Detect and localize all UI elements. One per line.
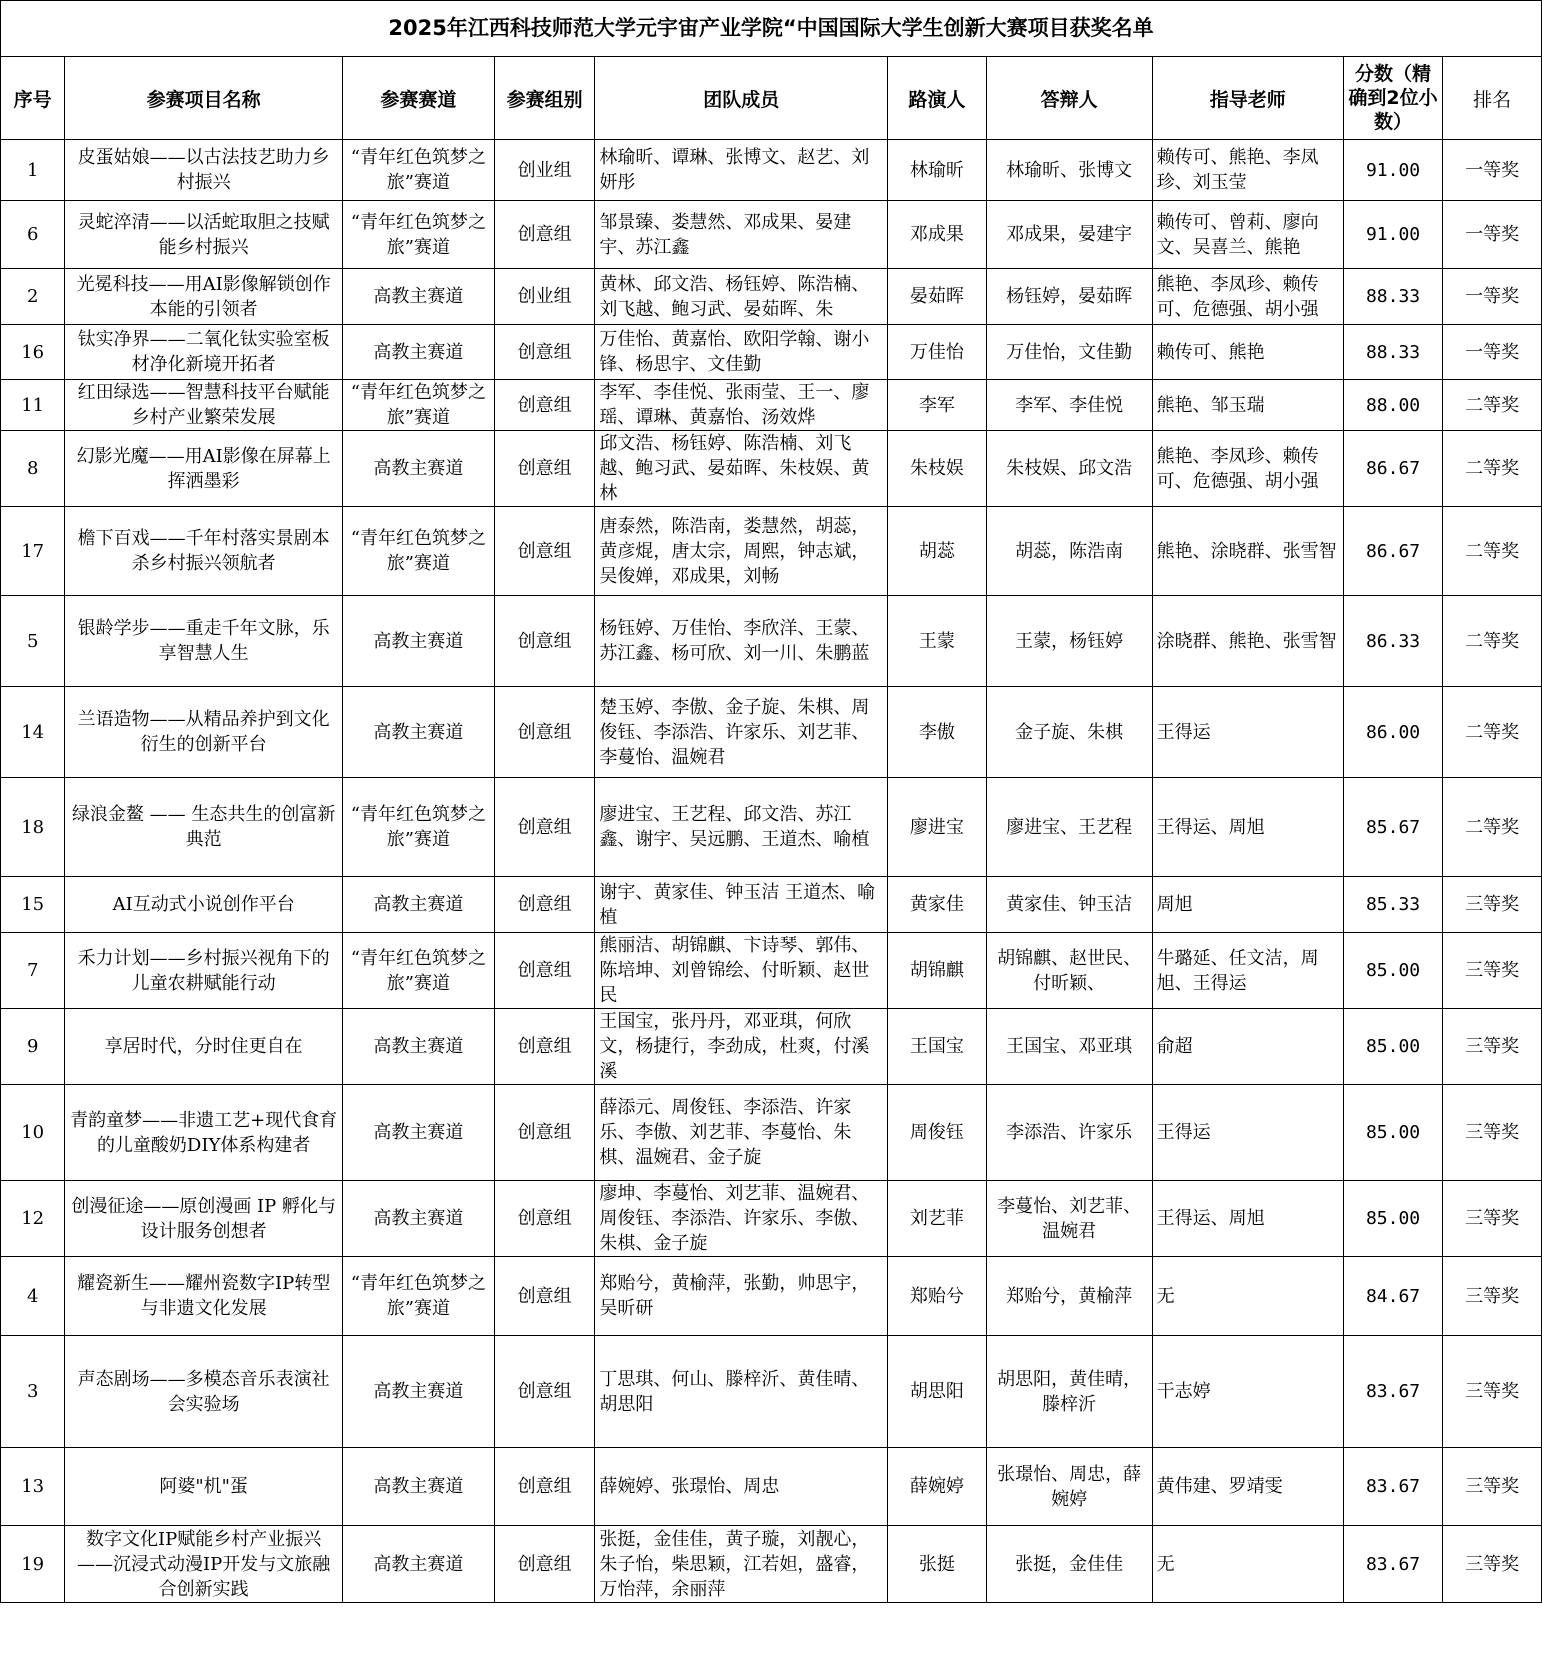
header-row bbox=[1, 57, 1542, 140]
cell-track: 高教主赛道 bbox=[342, 325, 494, 380]
table-row bbox=[1, 269, 1542, 325]
cell-group: 创意组 bbox=[494, 1181, 595, 1257]
cell-project: 青韵童梦——非遗工艺+现代食育的儿童酸奶DIY体系构建者 bbox=[65, 1085, 343, 1181]
cell-advisor: 赖传可、熊艳、李凤珍、刘玉莹 bbox=[1152, 140, 1343, 201]
cell-defender: 邓成果，晏建宇 bbox=[986, 201, 1152, 269]
cell-presenter: 廖进宝 bbox=[888, 778, 987, 877]
cell-project: 阿婆"机"蛋 bbox=[65, 1448, 343, 1526]
cell-rank: 三等奖 bbox=[1443, 1526, 1542, 1603]
table-row bbox=[1, 201, 1542, 269]
table-row bbox=[1, 140, 1542, 201]
cell-group: 创意组 bbox=[494, 687, 595, 778]
cell-no: 1 bbox=[1, 140, 65, 201]
cell-project: 兰语造物——从精品养护到文化衍生的创新平台 bbox=[65, 687, 343, 778]
cell-members: 廖进宝、王艺程、邱文浩、苏江鑫、谢宇、吴远鹏、王道杰、喻植 bbox=[595, 778, 888, 877]
cell-track: 高教主赛道 bbox=[342, 1336, 494, 1448]
cell-no: 11 bbox=[1, 380, 65, 431]
cell-group: 创意组 bbox=[494, 596, 595, 687]
cell-score: 86.67 bbox=[1343, 431, 1443, 507]
cell-no: 17 bbox=[1, 507, 65, 596]
cell-group: 创意组 bbox=[494, 933, 595, 1009]
table-row bbox=[1, 1257, 1542, 1336]
cell-no: 2 bbox=[1, 269, 65, 325]
table-row bbox=[1, 325, 1542, 380]
cell-rank: 三等奖 bbox=[1443, 933, 1542, 1009]
cell-defender: 李添浩、许家乐 bbox=[986, 1085, 1152, 1181]
table-row bbox=[1, 687, 1542, 778]
cell-track: 高教主赛道 bbox=[342, 596, 494, 687]
cell-group: 创意组 bbox=[494, 201, 595, 269]
cell-score: 85.33 bbox=[1343, 877, 1443, 933]
cell-project: 禾力计划——乡村振兴视角下的儿童农耕赋能行动 bbox=[65, 933, 343, 1009]
cell-members: 唐泰然，陈浩南，娄慧然，胡蕊，黄彦焜，唐太宗，周熙，钟志斌，吴俊婵，邓成果，刘畅 bbox=[595, 507, 888, 596]
cell-score: 88.00 bbox=[1343, 380, 1443, 431]
cell-group: 创意组 bbox=[494, 1336, 595, 1448]
cell-group: 创意组 bbox=[494, 1448, 595, 1526]
cell-defender: 胡蕊，陈浩南 bbox=[986, 507, 1152, 596]
cell-advisor: 牛璐延、任文洁，周旭、王得运 bbox=[1152, 933, 1343, 1009]
cell-track: “青年红色筑梦之旅”赛道 bbox=[342, 380, 494, 431]
cell-project: 享居时代，分时住更自在 bbox=[65, 1009, 343, 1085]
cell-no: 8 bbox=[1, 431, 65, 507]
cell-project: 银龄学步——重走千年文脉，乐享智慧人生 bbox=[65, 596, 343, 687]
cell-presenter: 万佳怡 bbox=[888, 325, 987, 380]
cell-project: 绿浪金鳌 —— 生态共生的创富新典范 bbox=[65, 778, 343, 877]
cell-members: 杨钰婷、万佳怡、李欣洋、王蒙、苏江鑫、杨可欣、刘一川、朱鹏蓝 bbox=[595, 596, 888, 687]
cell-presenter: 胡锦麒 bbox=[888, 933, 987, 1009]
cell-track: “青年红色筑梦之旅”赛道 bbox=[342, 201, 494, 269]
cell-members: 廖坤、李蔓怡、刘艺菲、温婉君、周俊钰、李添浩、许家乐、李傲、朱棋、金子旋 bbox=[595, 1181, 888, 1257]
cell-defender: 黄家佳、钟玉洁 bbox=[986, 877, 1152, 933]
cell-group: 创意组 bbox=[494, 380, 595, 431]
cell-group: 创意组 bbox=[494, 1085, 595, 1181]
cell-advisor: 熊艳、邹玉瑞 bbox=[1152, 380, 1343, 431]
header-group: 参赛组别 bbox=[494, 57, 595, 140]
cell-project: 光冕科技——用AI影像解锁创作本能的引领者 bbox=[65, 269, 343, 325]
cell-advisor: 熊艳、李凤珍、赖传可、危德强、胡小强 bbox=[1152, 431, 1343, 507]
cell-project: AI互动式小说创作平台 bbox=[65, 877, 343, 933]
cell-members: 王国宝，张丹丹，邓亚琪，何欣文，杨捷行，李劲成，杜爽，付溪溪 bbox=[595, 1009, 888, 1085]
cell-members: 邹景臻、娄慧然、邓成果、晏建宇、苏江鑫 bbox=[595, 201, 888, 269]
cell-rank: 二等奖 bbox=[1443, 380, 1542, 431]
cell-members: 薛添元、周俊钰、李添浩、许家乐、李傲、刘艺菲、李蔓怡、朱棋、温婉君、金子旋 bbox=[595, 1085, 888, 1181]
table-row bbox=[1, 507, 1542, 596]
cell-presenter: 晏茹晖 bbox=[888, 269, 987, 325]
cell-members: 李军、李佳悦、张雨莹、王一、廖瑶、谭琳、黄嘉怡、汤效烨 bbox=[595, 380, 888, 431]
cell-score: 85.00 bbox=[1343, 1085, 1443, 1181]
cell-rank: 二等奖 bbox=[1443, 778, 1542, 877]
cell-score: 88.33 bbox=[1343, 325, 1443, 380]
cell-no: 7 bbox=[1, 933, 65, 1009]
cell-defender: 王蒙，杨钰婷 bbox=[986, 596, 1152, 687]
table-row bbox=[1, 1009, 1542, 1085]
cell-track: 高教主赛道 bbox=[342, 1181, 494, 1257]
cell-advisor: 王得运、周旭 bbox=[1152, 778, 1343, 877]
cell-no: 18 bbox=[1, 778, 65, 877]
cell-defender: 胡锦麒、赵世民、付昕颖、 bbox=[986, 933, 1152, 1009]
cell-score: 86.00 bbox=[1343, 687, 1443, 778]
cell-no: 3 bbox=[1, 1336, 65, 1448]
cell-track: 高教主赛道 bbox=[342, 1085, 494, 1181]
cell-advisor: 俞超 bbox=[1152, 1009, 1343, 1085]
cell-no: 12 bbox=[1, 1181, 65, 1257]
cell-project: 创漫征途——原创漫画 IP 孵化与设计服务创想者 bbox=[65, 1181, 343, 1257]
cell-rank: 一等奖 bbox=[1443, 201, 1542, 269]
table-title: 2025年江西科技师范大学元宇宙产业学院“中国国际大学生创新大赛项目获奖名单 bbox=[1, 1, 1542, 57]
cell-track: 高教主赛道 bbox=[342, 877, 494, 933]
table-row bbox=[1, 1085, 1542, 1181]
table-row bbox=[1, 1448, 1542, 1526]
cell-no: 4 bbox=[1, 1257, 65, 1336]
header-no: 序号 bbox=[1, 57, 65, 140]
cell-rank: 二等奖 bbox=[1443, 507, 1542, 596]
cell-rank: 三等奖 bbox=[1443, 1085, 1542, 1181]
cell-members: 熊丽洁、胡锦麒、卞诗琴、郭伟、陈培坤、刘曾锦绘、付昕颖、赵世民 bbox=[595, 933, 888, 1009]
table-row bbox=[1, 877, 1542, 933]
cell-rank: 三等奖 bbox=[1443, 1336, 1542, 1448]
cell-presenter: 周俊钰 bbox=[888, 1085, 987, 1181]
cell-group: 创意组 bbox=[494, 1526, 595, 1603]
header-presenter: 路演人 bbox=[888, 57, 987, 140]
cell-project: 幻影光魔——用AI影像在屏幕上挥洒墨彩 bbox=[65, 431, 343, 507]
cell-rank: 二等奖 bbox=[1443, 687, 1542, 778]
cell-track: 高教主赛道 bbox=[342, 687, 494, 778]
cell-rank: 一等奖 bbox=[1443, 269, 1542, 325]
table-row bbox=[1, 778, 1542, 877]
cell-defender: 李军、李佳悦 bbox=[986, 380, 1152, 431]
cell-track: “青年红色筑梦之旅”赛道 bbox=[342, 507, 494, 596]
cell-project: 红田绿选——智慧科技平台赋能乡村产业繁荣发展 bbox=[65, 380, 343, 431]
cell-presenter: 黄家佳 bbox=[888, 877, 987, 933]
cell-defender: 林瑜昕、张博文 bbox=[986, 140, 1152, 201]
table-row bbox=[1, 380, 1542, 431]
cell-defender: 金子旋、朱棋 bbox=[986, 687, 1152, 778]
cell-defender: 万佳怡，文佳勤 bbox=[986, 325, 1152, 380]
cell-score: 85.00 bbox=[1343, 1181, 1443, 1257]
cell-defender: 郑贻兮，黄榆萍 bbox=[986, 1257, 1152, 1336]
table-row bbox=[1, 596, 1542, 687]
cell-advisor: 无 bbox=[1152, 1526, 1343, 1603]
cell-no: 13 bbox=[1, 1448, 65, 1526]
header-project: 参赛项目名称 bbox=[65, 57, 343, 140]
cell-project: 声态剧场——多模态音乐表演社会实验场 bbox=[65, 1336, 343, 1448]
cell-presenter: 李军 bbox=[888, 380, 987, 431]
cell-project: 耀瓷新生——耀州瓷数字IP转型与非遗文化发展 bbox=[65, 1257, 343, 1336]
cell-track: 高教主赛道 bbox=[342, 1448, 494, 1526]
cell-group: 创意组 bbox=[494, 1009, 595, 1085]
cell-rank: 二等奖 bbox=[1443, 431, 1542, 507]
cell-members: 张挺，金佳佳，黄子璇，刘靓心，朱子怡，柴思颖，江若妲，盛睿，万怡萍，余丽萍 bbox=[595, 1526, 888, 1603]
cell-score: 84.67 bbox=[1343, 1257, 1443, 1336]
cell-rank: 一等奖 bbox=[1443, 325, 1542, 380]
table-body bbox=[1, 140, 1542, 1603]
header-members: 团队成员 bbox=[595, 57, 888, 140]
cell-group: 创意组 bbox=[494, 1257, 595, 1336]
cell-advisor: 干志婷 bbox=[1152, 1336, 1343, 1448]
cell-score: 86.67 bbox=[1343, 507, 1443, 596]
cell-score: 85.00 bbox=[1343, 1009, 1443, 1085]
cell-rank: 一等奖 bbox=[1443, 140, 1542, 201]
cell-presenter: 王蒙 bbox=[888, 596, 987, 687]
cell-group: 创意组 bbox=[494, 877, 595, 933]
cell-track: 高教主赛道 bbox=[342, 1009, 494, 1085]
header-track: 参赛赛道 bbox=[342, 57, 494, 140]
cell-project: 灵蛇淬清——以活蛇取胆之技赋能乡村振兴 bbox=[65, 201, 343, 269]
cell-no: 15 bbox=[1, 877, 65, 933]
cell-defender: 廖进宝、王艺程 bbox=[986, 778, 1152, 877]
cell-presenter: 张挺 bbox=[888, 1526, 987, 1603]
cell-track: “青年红色筑梦之旅”赛道 bbox=[342, 1257, 494, 1336]
cell-score: 86.33 bbox=[1343, 596, 1443, 687]
cell-members: 楚玉婷、李傲、金子旋、朱棋、周俊钰、李添浩、许家乐、刘艺菲、李蔓怡、温婉君 bbox=[595, 687, 888, 778]
cell-members: 谢宇、黄家佳、钟玉洁 王道杰、喻植 bbox=[595, 877, 888, 933]
cell-group: 创业组 bbox=[494, 269, 595, 325]
cell-track: 高教主赛道 bbox=[342, 431, 494, 507]
cell-no: 6 bbox=[1, 201, 65, 269]
cell-track: 高教主赛道 bbox=[342, 1526, 494, 1603]
cell-no: 14 bbox=[1, 687, 65, 778]
cell-advisor: 黄伟建、罗靖雯 bbox=[1152, 1448, 1343, 1526]
cell-presenter: 朱枝娱 bbox=[888, 431, 987, 507]
table-row bbox=[1, 1336, 1542, 1448]
cell-members: 黄林、邱文浩、杨钰婷、陈浩楠、刘飞越、鲍习武、晏茹晖、朱 bbox=[595, 269, 888, 325]
table-row bbox=[1, 1181, 1542, 1257]
cell-project: 数字文化IP赋能乡村产业振兴——沉浸式动漫IP开发与文旅融合创新实践 bbox=[65, 1526, 343, 1603]
cell-no: 9 bbox=[1, 1009, 65, 1085]
cell-members: 郑贻兮，黄榆萍，张勤，帅思宇，吴昕研 bbox=[595, 1257, 888, 1336]
cell-advisor: 王得运、周旭 bbox=[1152, 1181, 1343, 1257]
cell-advisor: 王得运 bbox=[1152, 687, 1343, 778]
cell-defender: 杨钰婷，晏茹晖 bbox=[986, 269, 1152, 325]
cell-defender: 朱枝娱、邱文浩 bbox=[986, 431, 1152, 507]
cell-no: 19 bbox=[1, 1526, 65, 1603]
cell-no: 5 bbox=[1, 596, 65, 687]
cell-track: 高教主赛道 bbox=[342, 269, 494, 325]
cell-presenter: 薛婉婷 bbox=[888, 1448, 987, 1526]
cell-defender: 李蔓怡、刘艺菲、温婉君 bbox=[986, 1181, 1152, 1257]
header-defender: 答辩人 bbox=[986, 57, 1152, 140]
header-rank: 排名 bbox=[1443, 57, 1542, 140]
cell-presenter: 邓成果 bbox=[888, 201, 987, 269]
cell-group: 创意组 bbox=[494, 778, 595, 877]
cell-group: 创业组 bbox=[494, 140, 595, 201]
cell-score: 83.67 bbox=[1343, 1526, 1443, 1603]
cell-advisor: 赖传可、熊艳 bbox=[1152, 325, 1343, 380]
cell-members: 薛婉婷、张璟怡、周忠 bbox=[595, 1448, 888, 1526]
cell-group: 创意组 bbox=[494, 325, 595, 380]
cell-score: 91.00 bbox=[1343, 140, 1443, 201]
cell-rank: 三等奖 bbox=[1443, 1181, 1542, 1257]
cell-advisor: 无 bbox=[1152, 1257, 1343, 1336]
table-row bbox=[1, 933, 1542, 1009]
cell-defender: 张挺，金佳佳 bbox=[986, 1526, 1152, 1603]
table-row bbox=[1, 1526, 1542, 1603]
cell-group: 创意组 bbox=[494, 507, 595, 596]
cell-presenter: 胡思阳 bbox=[888, 1336, 987, 1448]
header-advisor: 指导老师 bbox=[1152, 57, 1343, 140]
cell-rank: 三等奖 bbox=[1443, 1448, 1542, 1526]
cell-score: 85.67 bbox=[1343, 778, 1443, 877]
cell-score: 88.33 bbox=[1343, 269, 1443, 325]
cell-members: 万佳怡、黄嘉怡、欧阳学翰、谢小锋、杨思宇、文佳勤 bbox=[595, 325, 888, 380]
cell-advisor: 熊艳、涂晓群、张雪智 bbox=[1152, 507, 1343, 596]
cell-rank: 三等奖 bbox=[1443, 1009, 1542, 1085]
cell-rank: 二等奖 bbox=[1443, 596, 1542, 687]
cell-rank: 三等奖 bbox=[1443, 877, 1542, 933]
cell-track: “青年红色筑梦之旅”赛道 bbox=[342, 933, 494, 1009]
cell-advisor: 涂晓群、熊艳、张雪智 bbox=[1152, 596, 1343, 687]
cell-score: 85.00 bbox=[1343, 933, 1443, 1009]
cell-advisor: 熊艳、李凤珍、赖传可、危德强、胡小强 bbox=[1152, 269, 1343, 325]
cell-defender: 王国宝、邓亚琪 bbox=[986, 1009, 1152, 1085]
cell-presenter: 郑贻兮 bbox=[888, 1257, 987, 1336]
cell-members: 林瑜昕、谭琳、张博文、赵艺、刘妍彤 bbox=[595, 140, 888, 201]
table-row bbox=[1, 431, 1542, 507]
cell-presenter: 李傲 bbox=[888, 687, 987, 778]
cell-project: 檐下百戏——千年村落实景剧本杀乡村振兴领航者 bbox=[65, 507, 343, 596]
cell-score: 83.67 bbox=[1343, 1448, 1443, 1526]
cell-members: 丁思琪、何山、滕梓沂、黄佳晴、胡思阳 bbox=[595, 1336, 888, 1448]
cell-track: “青年红色筑梦之旅”赛道 bbox=[342, 778, 494, 877]
cell-score: 83.67 bbox=[1343, 1336, 1443, 1448]
cell-presenter: 林瑜昕 bbox=[888, 140, 987, 201]
cell-presenter: 刘艺菲 bbox=[888, 1181, 987, 1257]
cell-project: 钛实净界——二氧化钛实验室板材净化新境开拓者 bbox=[65, 325, 343, 380]
cell-members: 邱文浩、杨钰婷、陈浩楠、刘飞越、鲍习武、晏茹晖、朱枝娱、黄林 bbox=[595, 431, 888, 507]
cell-no: 16 bbox=[1, 325, 65, 380]
cell-project: 皮蛋姑娘——以古法技艺助力乡村振兴 bbox=[65, 140, 343, 201]
cell-advisor: 王得运 bbox=[1152, 1085, 1343, 1181]
cell-defender: 胡思阳，黄佳晴，滕梓沂 bbox=[986, 1336, 1152, 1448]
cell-rank: 三等奖 bbox=[1443, 1257, 1542, 1336]
cell-score: 91.00 bbox=[1343, 201, 1443, 269]
cell-advisor: 周旭 bbox=[1152, 877, 1343, 933]
cell-presenter: 胡蕊 bbox=[888, 507, 987, 596]
cell-track: “青年红色筑梦之旅”赛道 bbox=[342, 140, 494, 201]
header-score: 分数（精确到2位小数） bbox=[1343, 57, 1443, 140]
cell-group: 创意组 bbox=[494, 431, 595, 507]
cell-presenter: 王国宝 bbox=[888, 1009, 987, 1085]
cell-advisor: 赖传可、曾莉、廖向文、吴喜兰、熊艳 bbox=[1152, 201, 1343, 269]
cell-defender: 张璟怡、周忠，薛婉婷 bbox=[986, 1448, 1152, 1526]
cell-no: 10 bbox=[1, 1085, 65, 1181]
